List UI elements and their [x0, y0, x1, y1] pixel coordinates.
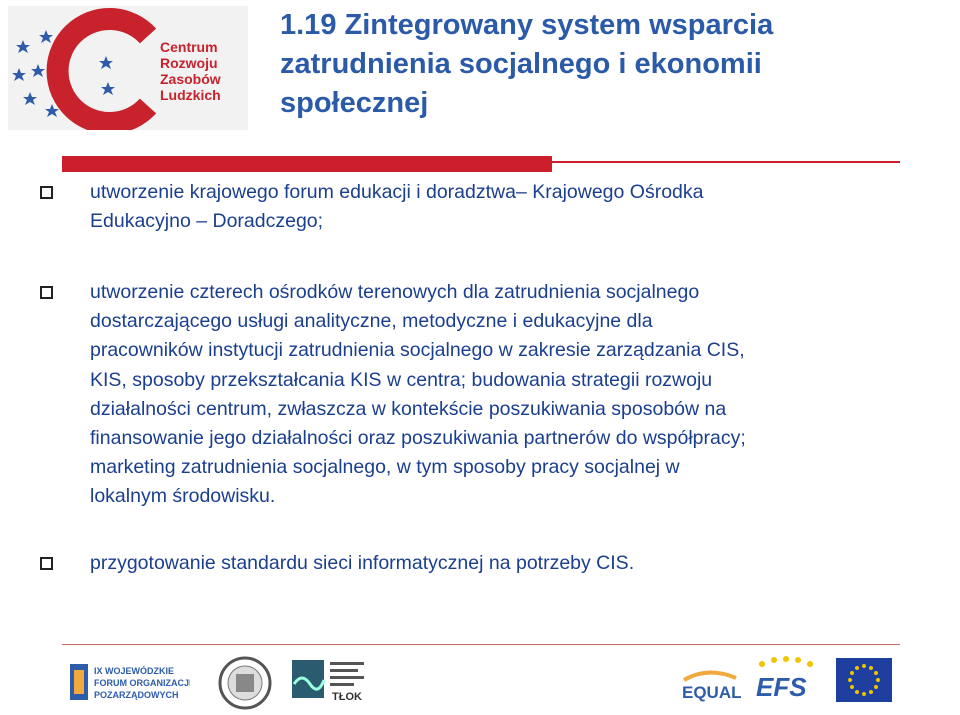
efs-logo	[752, 656, 822, 711]
eu-flag-logo	[836, 658, 892, 707]
star-icon	[31, 64, 45, 77]
title-divider	[62, 156, 900, 174]
title-line: zatrudnienia socjalnego i ekonomii	[280, 48, 762, 80]
footer-divider	[62, 644, 900, 645]
equal-label: EQUAL	[682, 683, 742, 702]
star-icon	[12, 68, 26, 81]
star-icon	[16, 40, 30, 53]
equal-logo	[678, 664, 744, 709]
divider-line	[552, 161, 900, 163]
star-icon	[101, 82, 115, 95]
equal-swoosh-icon	[684, 672, 736, 680]
bullet-text: utworzenie krajowego forum edukacji i doradztwa– Krajowego Ośrodka Edukacyjno – Doradczego;	[90, 181, 704, 233]
checkbox-bullet-icon	[40, 557, 53, 570]
bullet-text: utworzenie czterech ośrodków terenowych dla zatrudnienia socjalnego dostarczającego usługi analityczne, metodyczne i edukacyjne dla pracowników instytucji zatrudnienia socjalnego w zakresie zarządzania CIS, KIS, sposoby przekształcania KIS w centra; budowania strategii rozwoju działalności centrum, zwłaszcza w kontekście poszukiwania sposobów na finansowanie jego działalności oraz poszukiwania partnerów do współpracy; marketing zatrudnienia socjalnego, w tym sposoby pracy socjalnej w lokalnym środowisku.	[90, 281, 746, 508]
forum-logo	[70, 660, 190, 709]
tlok-logo	[292, 656, 372, 711]
checkbox-bullet-icon	[40, 186, 53, 199]
forum-line-3: POZARZĄDOWYCH	[94, 690, 179, 700]
bullet-text: przygotowanie standardu sieci informatycznej na potrzeby CIS.	[90, 552, 635, 574]
seal-logo	[208, 656, 282, 715]
title-line: 1.19 Zintegrowany system wsparcia	[280, 9, 774, 41]
star-icon	[23, 92, 37, 105]
forum-line-2: FORUM ORGANIZACJI	[94, 678, 190, 688]
star-icon	[45, 104, 59, 117]
logo-line-1: Centrum	[160, 39, 218, 55]
efs-stars-icon	[759, 656, 813, 667]
efs-label: EFS	[756, 672, 807, 702]
tlok-label: TŁOK	[332, 691, 362, 703]
forum-line-1: IX WOJEWÓDZKIE	[94, 666, 175, 676]
page-title	[280, 6, 940, 123]
star-icon	[39, 30, 53, 43]
crzl-emblem-icon	[8, 6, 248, 130]
checkbox-bullet-icon	[40, 286, 53, 299]
title-line: społecznej	[280, 87, 429, 119]
logo-line-3: Zasobów	[160, 71, 221, 87]
crzl-logo	[8, 6, 248, 130]
logo-line-2: Rozwoju	[160, 55, 218, 71]
divider-bar	[62, 156, 552, 172]
star-icon	[99, 56, 113, 69]
logo-line-4: Ludzkich	[160, 87, 221, 103]
